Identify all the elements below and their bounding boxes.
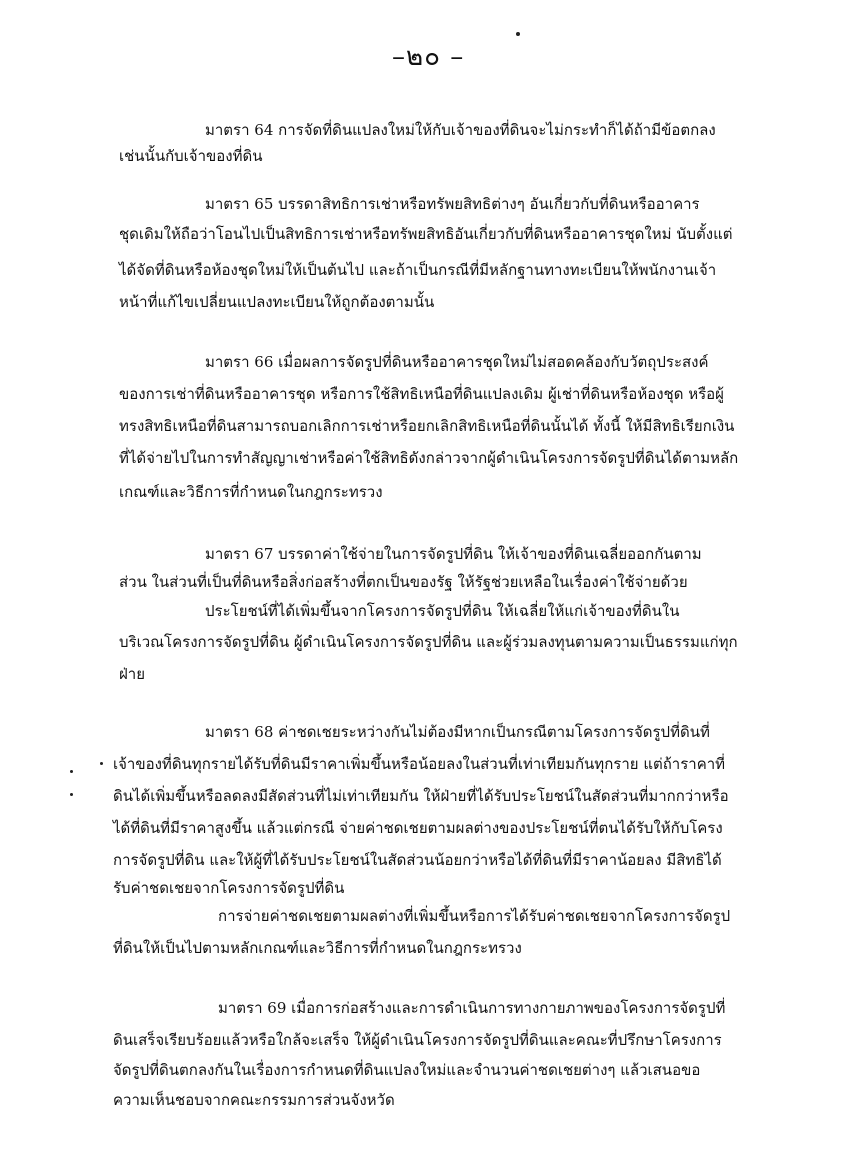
section-67-line: ส่วน ในส่วนที่เป็นที่ดินหรือสิ่งก่อสร้างที่ตกเป็นของรัฐ ให้รัฐช่วยเหลือในเรื่องค่าใช้จ่ายด้วย [119,573,688,591]
section-67-line: ฝ่าย [119,665,146,683]
section-69-line: จัดรูปที่ดินตกลงกันในเรื่องการกำหนดที่ดินแปลงใหม่และจำนวนค่าชดเชยต่างๆ แล้วเสนอขอ [113,1061,701,1079]
scan-speck [70,770,73,773]
section-65-line: หน้าที่แก้ไขเปลี่ยนแปลงทะเบียนให้ถูกต้องตามนั้น [119,293,435,311]
section-65-line: ชุดเดิมให้ถือว่าโอนไปเป็นสิทธิการเช่าหรือทรัพยสิทธิอันเกี่ยวกับที่ดินหรืออาคารชุดใหม่ นับตั้งแต่ [119,225,733,243]
section-68-line: ดินได้เพิ่มขึ้นหรือลดลงมีสัดส่วนที่ไม่เท่าเทียมกัน ให้ฝ่ายที่ได้รับประโยชน์ในสัดส่วนที่มากกว่าหรือ [113,787,729,805]
section-68-line: ที่ดินให้เป็นไปตามหลักเกณฑ์และวิธีการที่กำหนดในกฎกระทรวง [113,939,522,957]
section-64-line: มาตรา 64 การจัดที่ดินแปลงใหม่ให้กับเจ้าของที่ดินจะไม่กระทำก็ได้ถ้ามีข้อตกลง [205,121,716,139]
section-66-line: เกณฑ์และวิธีการที่กำหนดในกฎกระทรวง [119,483,383,501]
section-68-line: การจัดรูปที่ดิน และให้ผู้ที่ได้รับประโยชน์ในสัดส่วนน้อยกว่าหรือได้ที่ดินที่มีราคาน้อยลง มีสิทธิได้ [113,851,722,869]
section-68-line: ได้ที่ดินที่มีราคาสูงขึ้น แล้วแต่กรณี จ่ายค่าชดเชยตามผลต่างของประโยชน์ที่ตนได้รับให้กับโครง [113,819,723,837]
section-69-line: มาตรา 69 เมื่อการก่อสร้างและการดำเนินการทางกายภาพของโครงการจัดรูปที่ [218,999,726,1017]
section-68-line: เจ้าของที่ดินทุกรายได้รับที่ดินมีราคาเพิ่มขึ้นหรือน้อยลงในส่วนที่เท่าเทียมกันทุกราย แต่ถ้าราคาที่ [113,755,726,773]
section-66-line: ทรงสิทธิเหนือที่ดินสามารถบอกเลิกการเช่าหรือยกเลิกสิทธิเหนือที่ดินนั้นได้ ทั้งนี้ ให้มีสิทธิเรียกเงิน [119,417,735,435]
scan-speck [516,32,520,36]
section-68-line: การจ่ายค่าชดเชยตามผลต่างที่เพิ่มขึ้นหรือการได้รับค่าชดเชยจากโครงการจัดรูป [218,907,731,925]
scan-speck [100,762,103,765]
section-66-line: ที่ได้จ่ายไปในการทำสัญญาเช่าหรือค่าใช้สิทธิดังกล่าวจากผู้ดำเนินโครงการจัดรูปที่ดินได้ตามหลัก [119,449,739,467]
section-66-line: มาตรา 66 เมื่อผลการจัดรูปที่ดินหรืออาคารชุดใหม่ไม่สอดคล้องกับวัตถุประสงค์ [205,353,709,371]
section-65-line: มาตรา 65 บรรดาสิทธิการเช่าหรือทรัพยสิทธิต่างๆ อันเกี่ยวกับที่ดินหรืออาคาร [205,195,700,213]
section-67-line: ประโยชน์ที่ได้เพิ่มขึ้นจากโครงการจัดรูปที่ดิน ให้เฉลี่ยให้แก่เจ้าของที่ดินใน [205,602,680,620]
section-65-line: ได้จัดที่ดินหรือห้องชุดใหม่ให้เป็นต้นไป และถ้าเป็นกรณีที่มีหลักฐานทางทะเบียนให้พนักงานเจ้า [119,261,717,279]
section-68-line: มาตรา 68 ค่าชดเชยระหว่างกันไม่ต้องมีหากเป็นกรณีตามโครงการจัดรูปที่ดินที่ [205,723,710,741]
section-69-line: ความเห็นชอบจากคณะกรรมการส่วนจังหวัด [113,1091,395,1109]
page-number: –๒๐ – [392,42,465,72]
section-67-line: บริเวณโครงการจัดรูปที่ดิน ผู้ดำเนินโครงการจัดรูปที่ดิน และผู้ร่วมลงทุนตามความเป็นธรรมแก่ทุก [119,633,738,651]
section-67-line: มาตรา 67 บรรดาค่าใช้จ่ายในการจัดรูปที่ดิน ให้เจ้าของที่ดินเฉลี่ยออกกันตาม [205,545,702,563]
section-69-line: ดินเสร็จเรียบร้อยแล้วหรือใกล้จะเสร็จ ให้ผู้ดำเนินโครงการจัดรูปที่ดินและคณะที่ปรึกษาโครงการ [113,1031,722,1049]
section-68-line: รับค่าชดเชยจากโครงการจัดรูปที่ดิน [113,879,345,897]
section-66-line: ของการเช่าที่ดินหรืออาคารชุด หรือการใช้สิทธิเหนือที่ดินแปลงเดิม ผู้เช่าที่ดินหรือห้องชุด หรือผู้ [119,385,724,403]
section-64-line: เช่นนั้นกับเจ้าของที่ดิน [119,147,263,165]
scan-speck [70,793,73,796]
